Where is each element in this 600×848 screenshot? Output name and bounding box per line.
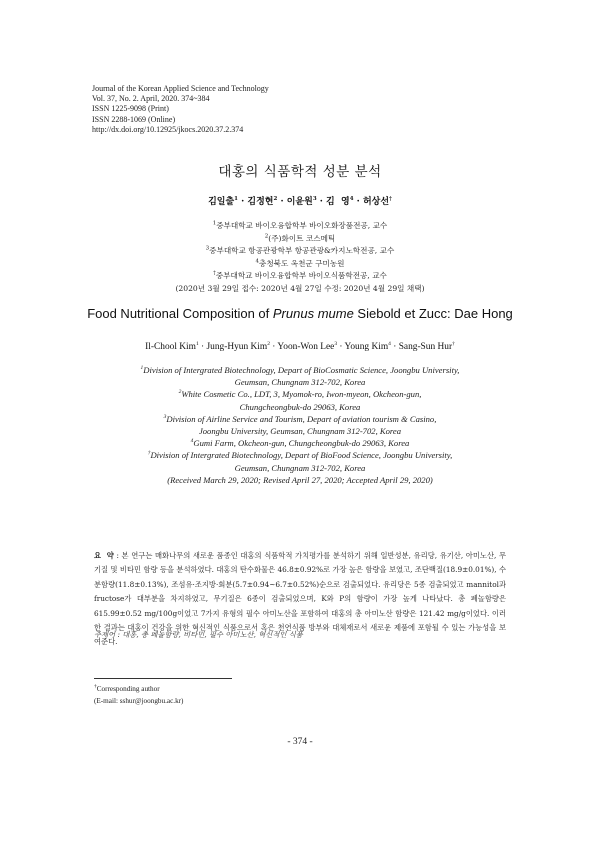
journal-name: Journal of the Korean Applied Science and Technology (92, 84, 269, 93)
author-sup: 4 (388, 340, 391, 347)
affiliation-line (0, 245, 600, 258)
affiliation-line (0, 270, 600, 283)
author-sup: 1 (234, 196, 238, 202)
author-email: (E-mail: sshur@joongbu.ac.kr) (94, 697, 184, 705)
affiliation-sup: † (147, 450, 151, 457)
author-separator: · (390, 342, 399, 352)
affiliation-text: White Cosmetic Co., LDT, 3, Myomok-ro, Iwon-myeon, Okcheon-gun, (181, 389, 422, 400)
affiliation-line: Chungcheongbuk-do 29063, Korea (239, 401, 361, 412)
affiliation-text: (주)화이트 코스메틱 (268, 233, 336, 243)
english-authors (0, 342, 600, 352)
affiliation-line (0, 233, 600, 246)
affiliation-sup: 4 (255, 258, 259, 265)
author-sup: 1 (195, 340, 199, 347)
author-separator: · (277, 197, 287, 207)
affiliation-sup: 1 (140, 365, 144, 372)
footnote-mark: † (94, 683, 97, 690)
english-affiliations (0, 364, 600, 486)
english-title (0, 306, 600, 321)
author-name: Il-Chool Kim (145, 342, 196, 352)
korean-title: 대홍의 식품학적 성분 분석 (218, 164, 382, 180)
affiliation-line: Joongbu University, Geumsan, Chungnam 312-702, Korea (198, 426, 402, 437)
affiliation-text: Division of Intergrated Biotechnology, Depart of BioFood Science, Joongbu University, (150, 450, 453, 461)
author-name: 허상선 (362, 197, 390, 207)
affiliation-sup: 4 (190, 438, 194, 445)
korean-authors (0, 194, 600, 207)
affiliation-line (0, 220, 600, 233)
author-separator: · (337, 342, 345, 352)
author-name: Sang-Sun Hur (398, 342, 453, 352)
affiliation-text: 충청북도 옥천군 구미농원 (258, 258, 345, 268)
affiliation-text: 중부대학교 바이오융합학부 바이오화장품전공, 교수 (216, 221, 388, 230)
affiliation-sup: 1 (212, 220, 217, 227)
korean-affiliations (0, 220, 600, 296)
footnote (94, 683, 183, 707)
author-name: Yoon-Won Lee (277, 342, 335, 352)
page-number: - 374 - (287, 737, 313, 747)
affiliation-sup: 2 (264, 233, 269, 240)
affiliation-sup: 2 (178, 389, 182, 396)
author-separator: · (269, 342, 278, 352)
affiliation-text: 중부대학교 바이오융합학부 바이오식품학전공, 교수 (215, 271, 387, 281)
affiliation-text: Gumi Farm, Okcheon-gun, Chungcheongbuk-do 29063, Korea (193, 438, 410, 449)
species-name: Prunus mume (272, 306, 354, 321)
author-separator: · (353, 197, 363, 207)
issn-print: ISSN 1225-9098 (Print) (92, 104, 169, 114)
title-part: Food Nutritional Composition of (87, 306, 273, 321)
abstract-text: : 본 연구는 매화나무의 새로운 품종인 대홍의 식품학적 가치평가를 분석하기 위해 일반성분, 유리당, 유기산, 아미노산, 무기질 및 비타민 함량 등을 분석하였다. 대홍의 탄수화물은 46.8±0.92%로 가장 높은 함량을 보였고, 조단백질(18.9±0.01%), 수분함량(11.8±0.13%), 조섬유·조지방·회분(5.7±0.94~6.7±0.52%)순으로 검출되었다. 유리당은 5종 검출되었고 mannitol과 fructose가 대부분을 차지하였고, 무기질은 6종이 검출되었으며, K와 P의 함량이 가장 높게 나타났다. 총 폐놀함량은 615.99±0.52 mg/100g이었고 7가지 유형의 필수 아미노산을 포함하여 대홍의 총 아미노산 함량은 121.42 mg/g이었다. 이러한 결과는 대홍이 건강을 위한 혁신적인 식품으로서 혹은 천연식품 방부와 대체재로서 새로운 제품에 포함될 수 있는 가능성을 보여준다. (94, 551, 506, 647)
author-name: 김일출 (208, 197, 235, 207)
affiliation-line (0, 437, 600, 449)
affiliation-sup: 3 (163, 413, 167, 420)
received-dates: (Received March 29, 2020; Revised April 27, 2020; Accepted April 29, 2020) (167, 474, 433, 485)
author-sup: 3 (312, 196, 317, 202)
author-separator: · (316, 197, 327, 207)
author-name: 이윤원 (286, 197, 313, 207)
doi-link[interactable]: http://dx.doi.org/10.12925/jkocs.2020.37.2.374 (92, 124, 244, 134)
author-separator: · (237, 197, 248, 207)
author-name: Jung-Hyun Kim (206, 342, 268, 352)
affiliation-line: Geumsan, Chungnam 312-702, Korea (234, 462, 366, 473)
footnote-divider (94, 678, 232, 679)
author-sup: 2 (267, 340, 270, 347)
title-part: Siebold et Zucc: Dae Hong (353, 306, 513, 321)
affiliation-text: 중부대학교 항공관광학부 항공관광&카지노학전공, 교수 (209, 246, 395, 256)
received-dates: (2020년 3월 29일 접수: 2020년 4월 27일 수정: 2020년 4월 29일 채택) (175, 283, 425, 293)
affiliation-text: Division of Intergrated Biotechnology, Depart of BioCosmatic Science, Joongbu University, (143, 365, 460, 375)
author-sup: † (452, 340, 455, 347)
abstract-label: 요 약 (94, 551, 114, 560)
affiliation-sup: † (213, 270, 216, 277)
journal-info (92, 84, 269, 135)
author-name: 김 영 (326, 197, 350, 207)
affiliation-line (0, 364, 600, 376)
corresponding-author (94, 683, 183, 695)
corresponding-label: Corresponding author (96, 685, 160, 693)
author-name: Young Kim (344, 342, 389, 352)
affiliation-sup: 3 (205, 245, 210, 252)
author-sup: 4 (349, 196, 354, 202)
author-name: 김정현 (247, 197, 274, 207)
affiliation-line (0, 413, 600, 425)
keywords: 주제어 : 대홍, 총 페놀함량, 비타민, 필수 아미노산, 혁신적인 식품 (94, 630, 303, 639)
affiliation-line (0, 449, 600, 461)
author-sup: 3 (334, 340, 338, 347)
issn-online: ISSN 2288-1069 (Online) (92, 114, 176, 124)
author-sup: 2 (273, 196, 278, 202)
affiliation-line (0, 388, 600, 400)
affiliation-line (0, 258, 600, 271)
affiliation-line: Geumsan, Chungnam 312-702, Korea (234, 377, 366, 388)
author-sup: † (389, 196, 392, 202)
author-separator: · (198, 342, 207, 352)
affiliation-text: Division of Airline Service and Tourism, Depart of aviation tourism & Casino, (166, 413, 437, 424)
journal-volume: Vol. 37, No. 2. April, 2020. 374~384 (92, 94, 210, 104)
